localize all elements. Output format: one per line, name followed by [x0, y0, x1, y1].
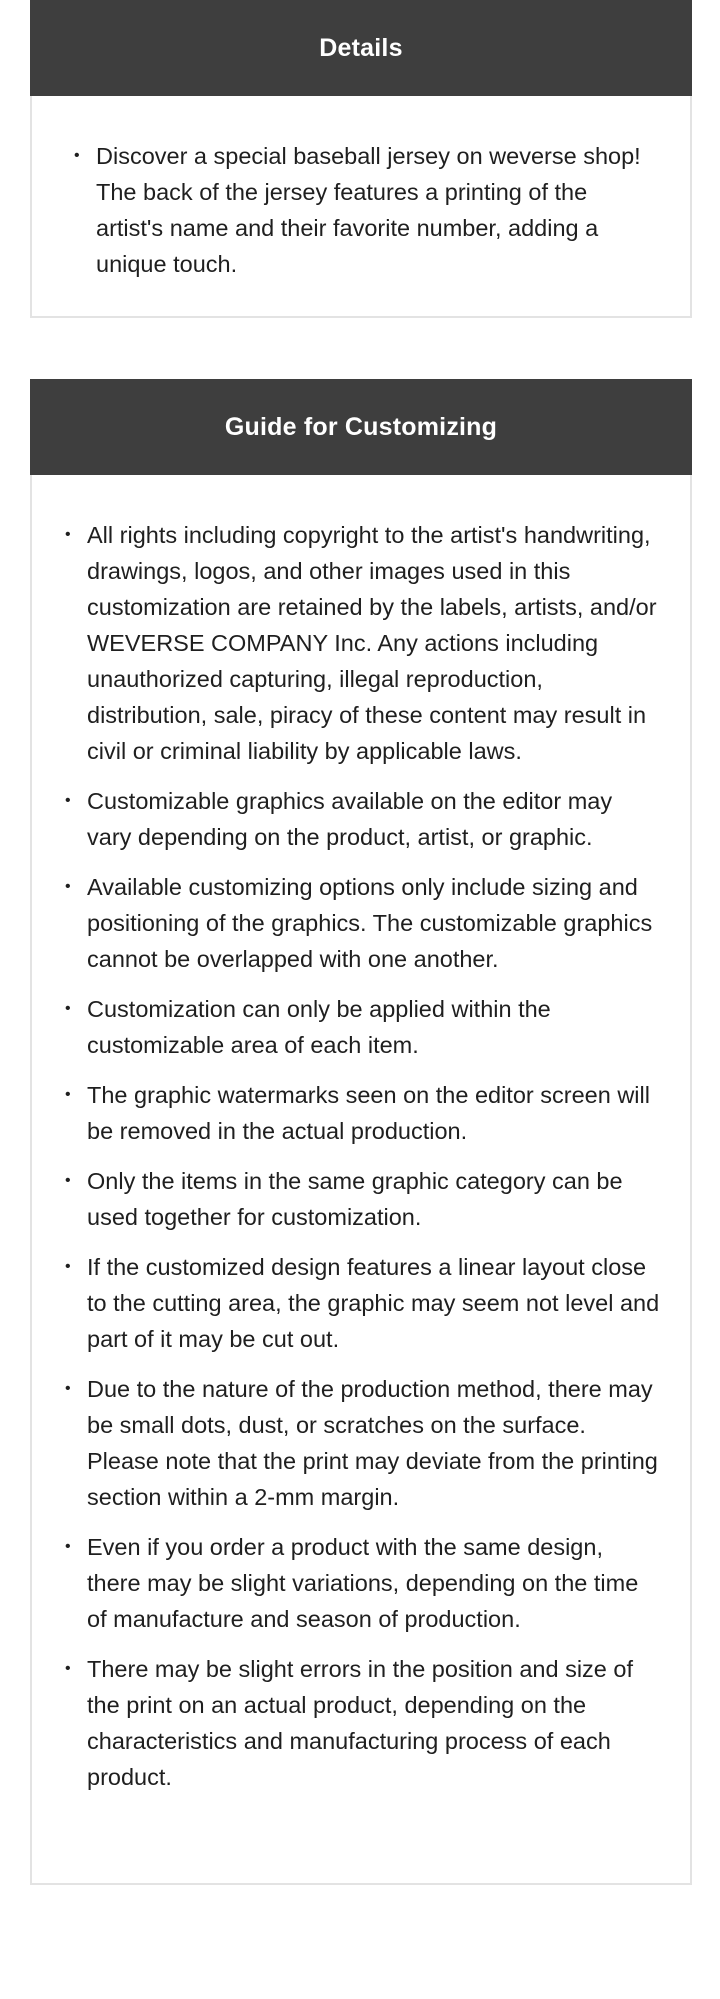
bullet-icon: •	[65, 1258, 71, 1275]
bullet-icon: •	[65, 1538, 71, 1555]
bullet-icon: •	[65, 792, 71, 809]
guide-item-text: Due to the nature of the production method, there may be small dots, dust, or scratches on the surface. Please note that the print may deviate from the printing section within a 2-mm margin.	[87, 1376, 658, 1510]
guide-item-text: Customization can only be applied within the customizable area of each item.	[87, 996, 551, 1058]
guide-item-text: The graphic watermarks seen on the editor screen will be removed in the actual production.	[87, 1082, 650, 1144]
details-section	[30, 0, 692, 318]
guide-item	[65, 783, 660, 855]
bullet-icon: •	[74, 147, 80, 164]
guide-item-text: Available customizing options only include sizing and positioning of the graphics. The customizable graphics cannot be overlapped with one another.	[87, 874, 653, 972]
guide-section	[30, 379, 692, 1885]
bullet-icon: •	[65, 1172, 71, 1189]
guide-item	[65, 517, 660, 769]
guide-item-text: Only the items in the same graphic category can be used together for customization.	[87, 1168, 623, 1230]
details-item-text: Discover a special baseball jersey on weverse shop! The back of the jersey features a printing of the artist's name and their favorite number, adding a unique touch.	[96, 143, 641, 277]
bullet-icon: •	[65, 1000, 71, 1017]
guide-list	[32, 475, 690, 1795]
guide-item	[65, 1249, 660, 1357]
details-list	[32, 96, 690, 282]
guide-item	[65, 1077, 660, 1149]
bullet-icon: •	[65, 878, 71, 895]
guide-item	[65, 869, 660, 977]
guide-item-text: There may be slight errors in the position and size of the print on an actual product, depending on the characteristics and manufacturing process of each product.	[87, 1656, 633, 1790]
guide-title: Guide for Customizing	[224, 412, 498, 441]
bullet-icon: •	[65, 1660, 71, 1677]
details-item	[74, 138, 660, 282]
guide-item	[65, 1371, 660, 1515]
guide-item-text: If the customized design features a linear layout close to the cutting area, the graphic may seem not level and part of it may be cut out.	[87, 1254, 660, 1352]
guide-header	[30, 379, 692, 475]
bullet-icon: •	[65, 526, 71, 543]
guide-item	[65, 991, 660, 1063]
details-title: Details	[319, 33, 403, 62]
bullet-icon: •	[65, 1380, 71, 1397]
guide-item-text: Even if you order a product with the same design, there may be slight variations, depending on the time of manufacture and season of production.	[87, 1534, 639, 1632]
bullet-icon: •	[65, 1086, 71, 1103]
guide-item	[65, 1163, 660, 1235]
guide-item-text: All rights including copyright to the artist's handwriting, drawings, logos, and other images used in this customization are retained by the labels, artists, and/or WEVERSE COMPANY Inc. Any actions including unauthorized capturing, illegal reproduction, distribution, sale, piracy of these content may result in civil or criminal liability by applicable laws.	[87, 522, 657, 764]
details-header	[30, 0, 692, 96]
guide-item	[65, 1529, 660, 1637]
guide-item-text: Customizable graphics available on the editor may vary depending on the product, artist, or graphic.	[87, 788, 613, 850]
guide-item	[65, 1651, 660, 1795]
